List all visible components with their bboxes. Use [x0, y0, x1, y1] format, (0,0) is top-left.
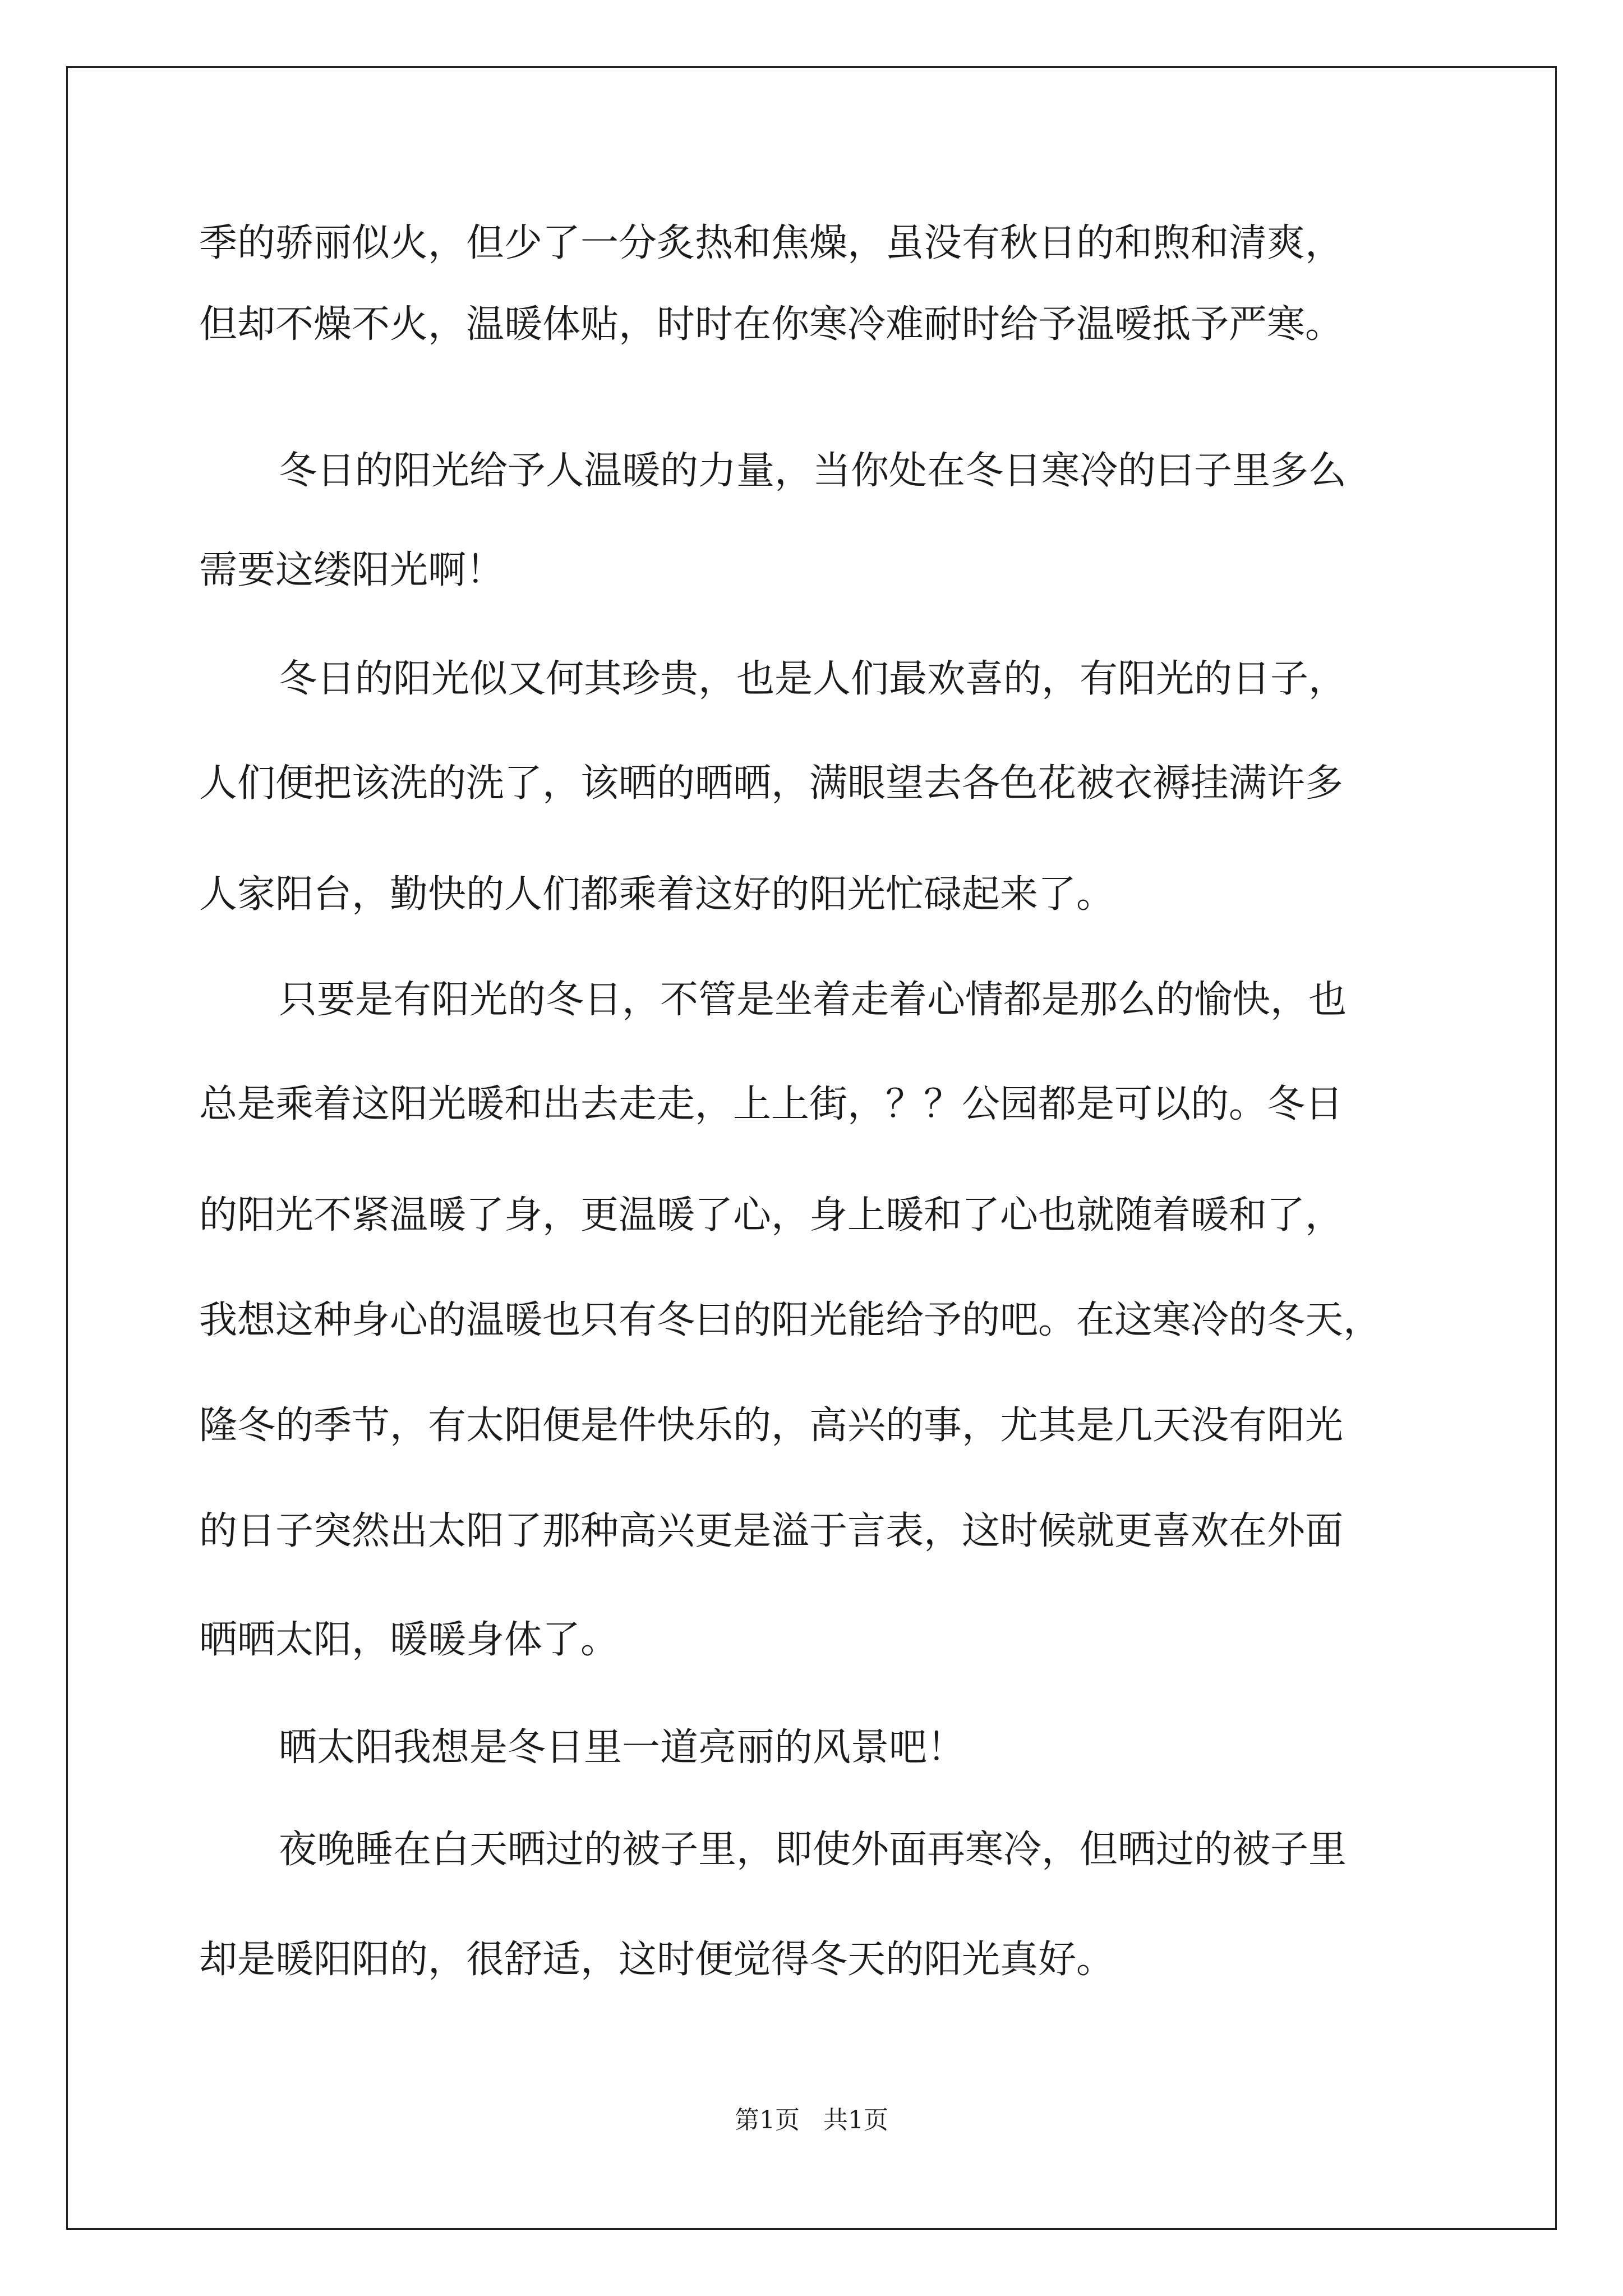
text-line: 总是乘着这阳光暖和出去走走，上上街，？？公园都是可以的。冬日	[199, 1082, 1344, 1126]
text-line: 隆冬的季节，有太阳便是件快乐的，高兴的事，尤其是几天没有阳光	[199, 1404, 1344, 1448]
text-line: 的阳光不紧温暖了身，更温暖了心，身上暖和了心也就随着暖和了，	[199, 1193, 1344, 1237]
text-line: 季的骄丽似火，但少了一分炙热和焦燥，虽没有秋日的和煦和清爽，	[199, 221, 1344, 265]
text-line: 但却不燥不火，温暖体贴，时时在你寒冷难耐时给予温嗳抵予严寒。	[199, 302, 1344, 347]
paragraph-first-line: 冬日的阳光似又何其珍贵，也是人们最欢喜的，有阳光的日子，	[279, 657, 1347, 701]
paragraph-first-line: 冬日的阳光给予人温暖的力量，当你处在冬日寒冷的曰子里多么	[279, 449, 1347, 493]
paragraph-first-line: 只要是有阳光的冬日，不管是坐着走着心情都是那么的愉快，也	[279, 978, 1347, 1022]
paragraph-first-line: 晒太阳我想是冬日里一道亮丽的风景吧！	[279, 1726, 966, 1770]
text-line: 需要这缕阳光啊！	[199, 548, 505, 592]
page-frame	[66, 66, 1557, 2230]
paragraph-first-line: 夜晚睡在白天晒过的被子里，即使外面再寒冷，但晒过的被子里	[279, 1828, 1347, 1872]
page-number-footer: 第1页 共1页	[735, 2106, 888, 2134]
text-line: 人家阳台，勤快的人们都乘着这好的阳光忙碌起来了。	[199, 872, 1115, 917]
text-line: 人们便把该洗的洗了，该晒的晒晒，满眼望去各色花被衣褥挂满许多	[199, 761, 1344, 806]
text-line: 的日子突然出太阳了那种高兴更是溢于言表，这时候就更喜欢在外面	[199, 1509, 1344, 1553]
text-line: 却是暖阳阳的，很舒适，这时便觉得冬天的阳光真好。	[199, 1938, 1115, 1982]
text-line: 晒晒太阳，暖暖身体了。	[199, 1618, 619, 1662]
text-line: 我想这种身心的温暖也只有冬曰的阳光能给予的吧。在这寒冷的冬天，	[199, 1298, 1382, 1342]
